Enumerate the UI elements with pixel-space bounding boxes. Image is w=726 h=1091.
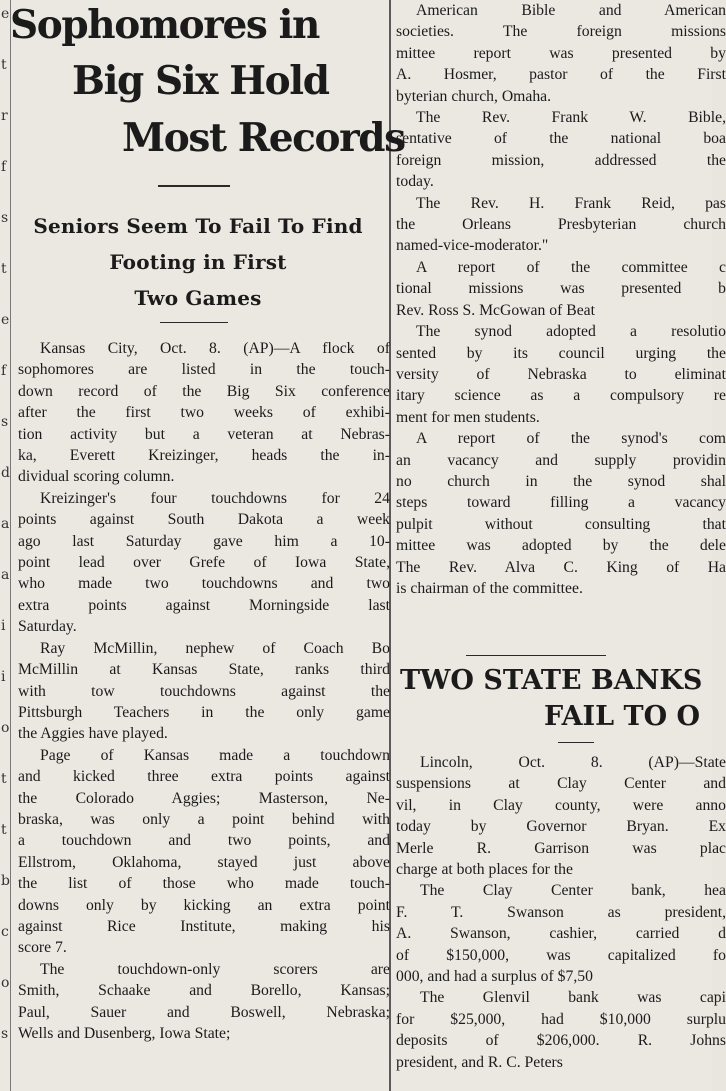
headline-divider — [158, 185, 230, 187]
text-line: The touchdown-only scorers are — [40, 960, 390, 978]
edge-fragment: i — [1, 618, 6, 634]
paragraph — [18, 338, 390, 488]
text-line: Smith, Schaake and Borello, Kansas; — [18, 982, 390, 1000]
paragraph — [396, 428, 726, 599]
text-line: Paul, Sauer and Boswell, Nebraska; — [18, 1003, 390, 1021]
text-line: societies. The foreign missions — [396, 23, 726, 41]
text-line: Rev. Ross S. McGowan of Beat — [396, 301, 595, 319]
text-line: extra points against Morningside last — [18, 596, 390, 614]
text-line: Lincoln, Oct. 8. (AP)—State — [420, 754, 726, 771]
text-line: point lead over Grefe of Iowa State, — [18, 554, 390, 572]
subhead-line-3: Two Games — [134, 286, 262, 310]
text-line: foreign mission, addressed the — [396, 151, 726, 169]
text-line: tion activity but a veteran at Nebras- — [18, 425, 390, 443]
text-line: Saturday. — [18, 618, 77, 636]
text-line: the Orleans Presbyterian church — [396, 216, 726, 234]
left-edge-fragments — [0, 0, 9, 1091]
text-line: ka, Everett Kreizinger, heads the in- — [18, 447, 390, 465]
article-separator-rule — [466, 655, 606, 656]
headline-line-2: Big Six Hold — [72, 58, 329, 104]
paragraph — [396, 321, 726, 428]
paragraph — [18, 959, 390, 1045]
edge-fragment: b — [1, 873, 10, 889]
text-line: Ray McMillin, nephew of Coach Bo — [40, 639, 390, 657]
bank-headline-divider — [558, 742, 594, 743]
edge-fragment: f — [1, 363, 7, 379]
text-line: the list of those who made touch- — [18, 875, 390, 893]
article-body — [18, 338, 390, 1044]
edge-fragment: s — [1, 414, 9, 430]
text-line: vil, in Clay county, were anno — [396, 796, 726, 814]
text-line: American Bible and American — [416, 2, 726, 19]
subhead-line-2: Footing in First — [109, 250, 287, 274]
edge-fragment: d — [1, 465, 10, 481]
text-line: mittee report was presented by — [396, 44, 726, 62]
edge-fragment: a — [1, 516, 10, 532]
text-line: points against South Dakota a week — [18, 511, 390, 529]
text-line: Page of Kansas made a touchdown — [40, 746, 390, 764]
text-line: against Rice Institute, making his — [18, 917, 390, 935]
text-line: versity of Nebraska to eliminat — [396, 365, 726, 383]
text-line: A. Swanson, cashier, carried d — [396, 925, 726, 943]
text-line: today by Governor Bryan. Ex — [396, 818, 726, 836]
text-line: The Clay Center bank, hea — [420, 882, 726, 900]
text-line: Ellstrom, Oklahoma, stayed just above — [18, 853, 390, 871]
text-line: for $25,000, had $10,000 surplu — [396, 1010, 726, 1028]
text-line: who made two touchdowns and two — [18, 575, 390, 593]
text-line: after the first two weeks of exhibi- — [18, 404, 390, 422]
edge-fragment: t — [1, 771, 7, 787]
text-line: the Colorado Aggies; Masterson, Ne- — [18, 789, 390, 807]
text-line: 000, and had a surplus of $7,50 — [396, 968, 593, 986]
text-line: ago last Saturday gave him a 10- — [18, 532, 390, 550]
article-subhead — [10, 208, 386, 316]
headline-line-1: Sophomores in — [10, 2, 319, 48]
text-line: pulpit without consulting that — [396, 515, 726, 533]
text-line: today. — [396, 173, 434, 191]
text-line: down record of the Big Six conference — [18, 382, 390, 400]
text-line: charge at both places for the — [396, 861, 573, 879]
text-line: F. T. Swanson as president, — [396, 903, 726, 921]
text-line: no church in the synod shal — [396, 472, 726, 490]
text-line: Merle R. Garrison was plac — [396, 839, 726, 857]
text-line: A. Hosmer, pastor of the First — [396, 66, 726, 84]
text-line: is chairman of the committee. — [396, 579, 583, 597]
edge-fragment: e — [1, 312, 10, 328]
text-line: itary science as a compulsory re — [396, 387, 726, 405]
bank-headline-line-1: TWO STATE BANKS — [400, 665, 703, 696]
subhead-divider — [160, 322, 228, 323]
text-line: downs only by kicking an extra point — [18, 896, 390, 914]
paragraph — [396, 193, 726, 257]
text-line: byterian church, Omaha. — [396, 87, 552, 105]
synod-article-body — [396, 0, 726, 599]
text-line: The Glenvil bank was capi — [420, 989, 726, 1007]
text-line: Kreizinger's four touchdowns for 24 — [40, 489, 390, 507]
bank-headline-line-2: FAIL TO O — [544, 701, 701, 732]
text-line: The Rev. H. Frank Reid, pas — [416, 194, 726, 212]
edge-fragment: o — [1, 720, 10, 736]
edge-fragment: s — [1, 210, 9, 226]
text-line: of $150,000, was capitalized fo — [396, 946, 726, 964]
text-line: and kicked three extra points against — [18, 768, 390, 786]
headline-line-3: Most Records — [122, 115, 405, 161]
edge-fragment: i — [1, 669, 6, 685]
column-rule-left — [10, 0, 11, 1091]
paragraph — [396, 752, 726, 880]
edge-fragment: a — [1, 567, 10, 583]
text-line: sented by its council urging the — [396, 344, 726, 362]
text-line: Kansas City, Oct. 8. (AP)—A flock of — [40, 340, 390, 357]
text-line: The synod adopted a resolutio — [416, 323, 726, 341]
text-line: McMillin at Kansas State, ranks third — [18, 661, 390, 679]
paragraph — [396, 987, 726, 1073]
paragraph — [396, 257, 726, 321]
text-line: ment for men students. — [396, 408, 540, 426]
edge-fragment: o — [1, 975, 10, 991]
text-line: Wells and Dusenberg, Iowa State; — [18, 1025, 231, 1042]
text-line: a touchdown and two points, and — [18, 832, 390, 850]
text-line: with tow touchdowns against the — [18, 682, 390, 700]
text-line: sophomores are listed in the touch- — [18, 361, 390, 379]
text-line: the Aggies have played. — [18, 725, 168, 743]
subhead-line-1: Seniors Seem To Fail To Find — [33, 214, 363, 238]
text-line: score 7. — [18, 939, 67, 957]
edge-fragment: f — [1, 159, 7, 175]
text-line: deposits of $206,000. R. Johns — [396, 1032, 726, 1050]
edge-fragment: t — [1, 261, 7, 277]
text-line: tional missions was presented b — [396, 280, 726, 298]
edge-fragment: t — [1, 822, 7, 838]
text-line: steps toward filling a vacancy — [396, 494, 726, 512]
text-line: Pittsburgh Teachers in the only game — [18, 703, 390, 721]
text-line: A report of the synod's com — [416, 430, 726, 448]
text-line: A report of the committee c — [416, 258, 726, 276]
text-line: dividual scoring column. — [18, 468, 175, 486]
text-line: named-vice-moderator." — [396, 237, 549, 255]
paragraph — [396, 0, 726, 107]
text-line: president, and R. C. Peters — [396, 1053, 563, 1071]
paragraph — [18, 745, 390, 959]
edge-fragment: e — [1, 6, 10, 22]
edge-fragment: r — [1, 108, 8, 124]
edge-fragment: c — [1, 924, 9, 940]
text-line: suspensions at Clay Center and — [396, 775, 726, 793]
paragraph — [18, 488, 390, 638]
text-line: sentative of the national boa — [396, 130, 726, 148]
paragraph — [396, 880, 726, 987]
edge-fragment: s — [1, 1026, 9, 1042]
edge-fragment: t — [1, 57, 7, 73]
text-line: The Rev. Alva C. King of Ha — [396, 558, 726, 576]
paragraph — [396, 107, 726, 193]
text-line: The Rev. Frank W. Bible, — [416, 109, 726, 127]
bank-article-body — [396, 752, 726, 1073]
text-line: mittee was adopted by the dele — [396, 537, 726, 555]
text-line: an vacancy and supply providin — [396, 451, 726, 469]
text-line: braska, was only a point behind with — [18, 810, 390, 828]
paragraph — [18, 638, 390, 745]
